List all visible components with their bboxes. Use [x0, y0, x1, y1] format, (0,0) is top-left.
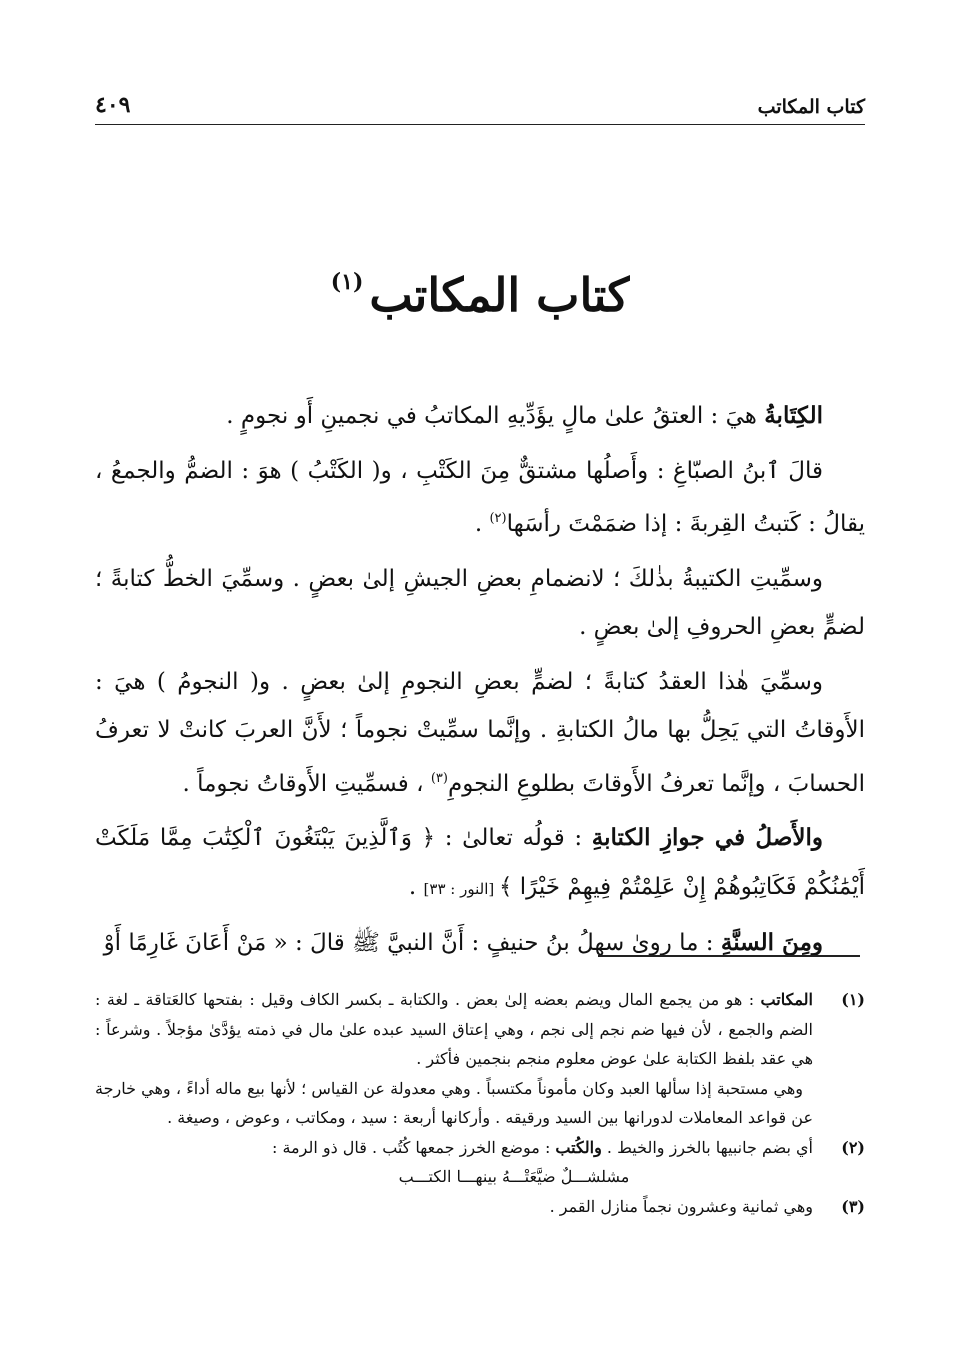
paragraph-quran-end: .	[408, 873, 424, 900]
footnote-text-continued: : موضع الخرز جمعها كُتُب . قال ذو الرمة :	[271, 1137, 556, 1157]
footnote-ref-2: (٢)	[489, 511, 507, 526]
footnote-2	[95, 1133, 865, 1192]
main-text	[95, 392, 865, 974]
footnote-number: (٢)	[841, 1137, 865, 1157]
paragraph-quran-evidence	[95, 814, 865, 913]
term-sunnah: ومِنَ السنَّةِ	[720, 929, 823, 956]
chapter-title	[0, 268, 960, 322]
page-header	[95, 84, 865, 125]
footnote-term: المكاتب	[760, 990, 813, 1009]
paragraph-nujum-end: ، فسمِّيتِ الأَوقاتُ نجوماً .	[182, 770, 431, 797]
paragraph-nujum-text: وسمِّيَ هٰذا العقدُ كتابةً ؛ لضمٍّ بعضِ النجومِ إلىٰ بعضٍ . و( النجومُ ) هيَ : الأَوقاتُ التي يَحِلُّ بها مالُ الكتابةِ . وإنَّما سمِّيتْ نجوماً ؛ لأَنَّ العربَ كانتْ لا تعرفُ الحسابَ ، وإنَّما تعرفُ الأَوقاتَ بطلوعِ النجومِ	[95, 668, 865, 797]
footnote-term: والكُتب	[555, 1137, 602, 1157]
paragraph-definition-text: هيَ : العتقُ علىٰ مالٍ يؤَدِّيهِ المكاتبُ في نجمينِ أَو نجومٍ .	[226, 403, 765, 429]
footnote-ref-3: (٣)	[430, 770, 448, 786]
footnote-body	[95, 985, 813, 1133]
paragraph-katiba: وسمِّيتِ الكتيبةُ بذٰلكَ ؛ لانضمامِ بعضِ الجيشِ إلىٰ بعضٍ . وسمِّيَ الخطُّ كتابةً ؛ لضمٍّ بعضِ الحروفِ إلىٰ بعضٍ .	[95, 565, 865, 640]
footnote-1-line-1	[95, 985, 813, 1074]
footnote-1-line-2: وهي مستحبة إذا سألها العبد وكان مأموناً مكتسباً . وهي معدولة عن القياس ؛ لأنها بيع ماله أداءً ، وهي خارجة عن قواعد المعاملات لدورانها بين السيد ورقيقه . وأركانها أربعة : سيد ، ومكاتب ، وعوض ، وصيغة .	[95, 1078, 813, 1127]
paragraph-etymology-end: .	[474, 511, 490, 537]
footnote-3-text: وهي ثمانية وعشرون نجماً منازل القمر .	[549, 1196, 813, 1216]
footnote-body	[95, 1192, 813, 1222]
paragraph-definition	[95, 392, 865, 441]
chapter-title-footnote-ref: (١)	[330, 269, 364, 295]
footnote-number: (٣)	[841, 1196, 865, 1216]
paragraph-sunnah-evidence	[95, 919, 865, 968]
verse-reference: [النور : ٣٣]	[423, 879, 499, 898]
footnote-text: : هو من يجمع المال ويضم بعضه إلىٰ بعض . والكتابة ـ بكسر الكاف وقيل : بفتحها كالعَتاقة ـ لغة : الضم والجمع ، لأن فيها ضم نجم إلى نجم ، وهي إعتاق السيد عبده علىٰ مال في ذمته يؤدَّىٰ مؤجلاً . وشرعاً : هي عقد بلفظ الكتابة علىٰ عوض معلوم منجم بنجمين فأكثر .	[95, 990, 813, 1068]
footnote-1	[95, 985, 865, 1133]
paragraph-etymology	[95, 447, 865, 549]
running-title: كتاب المكاتب	[757, 96, 865, 118]
quran-verse: : قولُه تعالىٰ : ﴿ وَٱلَّذِينَ يَبْتَغُونَ ٱلْكِتَٰبَ مِمَّا مَلَكَتْ أَيْمَٰنُكُمْ فَكَاتِبُوهُمْ إِنْ عَلِمْتُمْ فِيهِمْ خَيْرًا ﴾	[95, 825, 865, 900]
term-kitaba: الكِتَابةُ	[764, 402, 823, 429]
footnote-body	[95, 1133, 813, 1192]
hadith-text: : ما روىٰ سهلُ بنُ حنيفٍ : أَنَّ النبيَّ ﷺ قالَ : « مَنْ أَعَانَ غَارِمًا أَوْ	[103, 930, 721, 956]
chapter-title-text: كتاب المكاتب	[369, 268, 630, 322]
footnotes	[95, 985, 865, 1221]
footnote-3	[95, 1192, 865, 1222]
page-number: ٤٠٩	[95, 92, 131, 118]
term-asl: والأَصلُ في جوازِ الكتابةِ	[591, 824, 823, 851]
paragraph-etymology-text: قالَ ٱبنُ الصبّاغِ : وأَصلُها مشتقٌّ مِنَ الكَتْبِ ، و( الكَتْبُ ) هوَ : الضمُّ والجمعُ ، يقالُ : كَتبتُ القِربةَ : إذا ضمَمْتَ رأسَها	[95, 457, 865, 537]
paragraph-nujum	[95, 658, 865, 809]
poetry-verse: مشلشـــلٌ ضيَّعَتْـــهُ بينهـــا الكتـــب	[398, 1167, 630, 1186]
footnote-text: أي بضم جانبيها بالخرز والخيط .	[601, 1137, 813, 1157]
footnote-divider	[598, 955, 860, 957]
footnote-2-text	[95, 1133, 813, 1163]
footnote-number: (١)	[841, 990, 865, 1009]
